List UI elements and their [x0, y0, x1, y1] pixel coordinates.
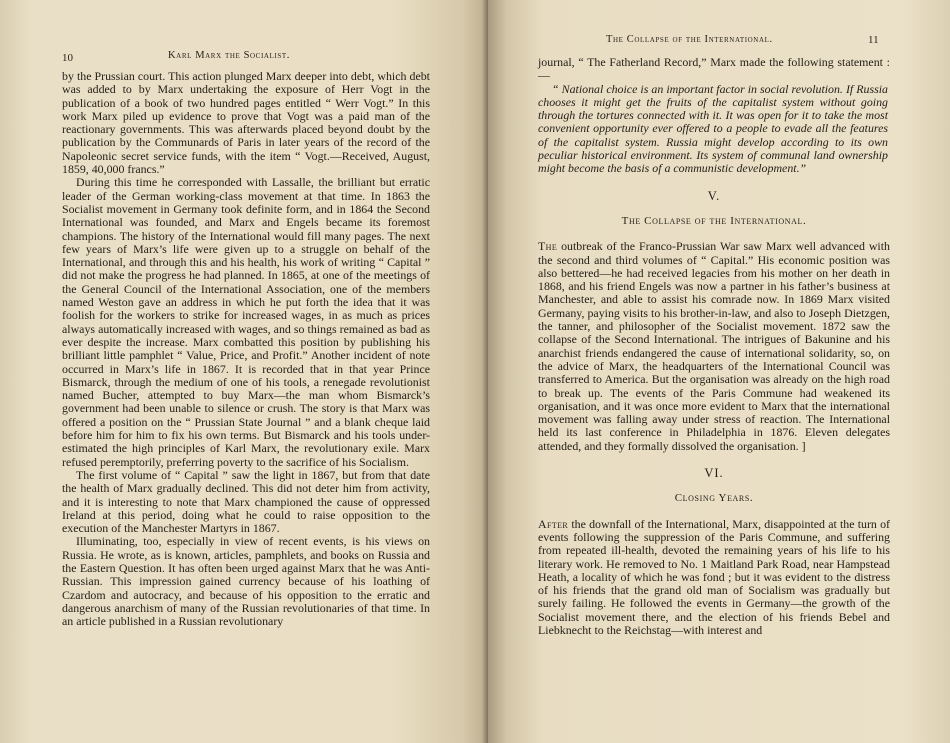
- paragraph: [538, 240, 890, 453]
- paragraph: journal, “ The Fatherland Record,” Marx made the following statement :—: [538, 55, 890, 83]
- paragraph: [538, 518, 890, 638]
- paragraph-body: the downfall of the International, Marx, disappointed at the turn of events following the suppression of the Paris Commune, and suffering from repeated ill-health, devoted the remaining years of his life to his literary work. He removed to No. 1 Maitland Park Road, near Hampstead Heath, a locality of which he was fond ; but it was evident to the distress of his friends that the grand old man of Socialism was gradually but surely failing. He followed the events in Germany—the growth of the Socialist movement there, and the election of his friends Bebel and Liebknecht to the Reichstag—with interest and: [538, 516, 890, 637]
- paragraph: During this time he corresponded with Lassalle, the brilliant but erratic leader of the German working-class movement at that time. In 1863 the Socialist movement in Germany took definite form, and in 1864 the Second International was founded, and Marx and Engels became its foremost champions. The history of the International would fill many pages. The next few years of Marx’s life were given up to a struggle on behalf of the International, and through this and his health, his work of writing “ Capital ” did not make the progress he had planned. In 1865, at one of the meetings of the General Council of the International Association, one of the members named Weston gave an address in which he put forth the idea that it was foolish for the workers to strike for increased wages, in as much as prices always automatically increased with wages, and so things remained as bad as ever despite the increase. Marx combatted this position by publishing his brilliant little pamphlet “ Value, Price, and Profit.” Another incident of note occurred in Marx’s life in 1867. It is recorded that in that year Prince Bismarck, through the medium of one of his tools, a renegade revolutionist named Bucher, attempted to buy Marx—the man whom Bismarck’s government had been unable to silence or crush. The story is that Marx was offered a position on the “ Prussian State Journal ” and a blank cheque laid before him for him to fix his own terms. But Bismarck and his tools under-estimated the high principles of Karl Marx, the revolutionary exile. Marx refused peremptorily, preferring poverty to the sacrifice of his Socialism.: [62, 175, 430, 469]
- lead-word: After: [538, 516, 569, 531]
- paragraph-body: outbreak of the Franco-Prussian War saw Marx well advanced with the second and third volumes of “ Capital.” His economic position was also bettered—he had received legacies from his mother on her death in 1868, and his friend Engels was now a partner in his father’s business at Manchester, and able to assist his comrade now. In 1869 Marx visited Germany, paying visits to his brother-in-law, and also to Joseph Dietzgen, the tanner, and philosopher of the Socialist movement. 1872 saw the collapse of the Second International. The intrigues of Bakunine and his anarchist friends endangered the cause of international solidarity, so, on the advice of Marx, the headquarters of the International Council was transferred to America. But the organisation was already on the high road to break up. The events of the Paris Commune had weakened its organisation, and it was once more evident to Marx that the international movement was falling away under stress of reaction. The International held its last conference in Philadelphia in 1876. Eleven delegates attended, and they formally dissolved the organisation. ]: [538, 239, 890, 453]
- lead-word: The: [538, 239, 558, 254]
- running-head: Karl Marx the Socialist.: [168, 50, 290, 61]
- page-number: 10: [62, 52, 73, 64]
- right-text-column: [538, 56, 890, 637]
- right-page: [488, 0, 950, 743]
- page-number: 11: [868, 34, 879, 46]
- section-title: The Collapse of the International.: [621, 214, 807, 227]
- running-head: The Collapse of the International.: [606, 34, 773, 45]
- section-title: Closing Years.: [674, 492, 754, 505]
- block-quote: “ National choice is an important factor in social revolution. If Russia chooses it might get the fruits of the capitalist system without going through the tortures connected with it. It was open for it to take the most convenient opportunity ever offered to a people to evade all the features of the capitalist system. Russia might develop according to its own peculiar historical environment. Its system of communal land ownership might become the basis of a communistic development.”: [538, 81, 888, 176]
- paragraph: by the Prussian court. This action plunged Marx deeper into debt, which debt was added to by Marx undertaking the exposure of Herr Vogt in the publication of a book of two hundred pages entitled “ Werr Vogt.” In this work Marx piled up evidence to prove that Vogt was a paid man of the reactionary governments. This was afterwards placed beyond doubt by the publication by the Communards of Paris in later years of the record of the Napoleonic secret service funds, with the item “ Vogt.—Received, August, 1859, 40,000 francs.”: [62, 69, 430, 177]
- section-number: VI.: [704, 466, 724, 481]
- section-number: V.: [707, 188, 721, 203]
- paragraph: Illuminating, too, especially in view of recent events, is his views on Russia. He wrote, as is known, articles, pamphlets, and books on Russia and the Eastern Question. It has often been urged against Marx that he was Anti-Russian. This impression gained currency because of his loathing of Czardom and autocracy, and because of his opposition to the erratic and dangerous anarchism of many of the Russian revolutionaries of that time. In an article published in a Russian revolutionary: [62, 534, 430, 629]
- paragraph: The first volume of “ Capital ” saw the light in 1867, but from that date the health of Marx gradually declined. This did not deter him from activity, and it is interesting to note that Marx championed the cause of oppressed Ireland at this period, doing what he could to raise opposition to the execution of the Manchester Martyrs in 1867.: [62, 467, 430, 536]
- left-text-column: [62, 70, 430, 628]
